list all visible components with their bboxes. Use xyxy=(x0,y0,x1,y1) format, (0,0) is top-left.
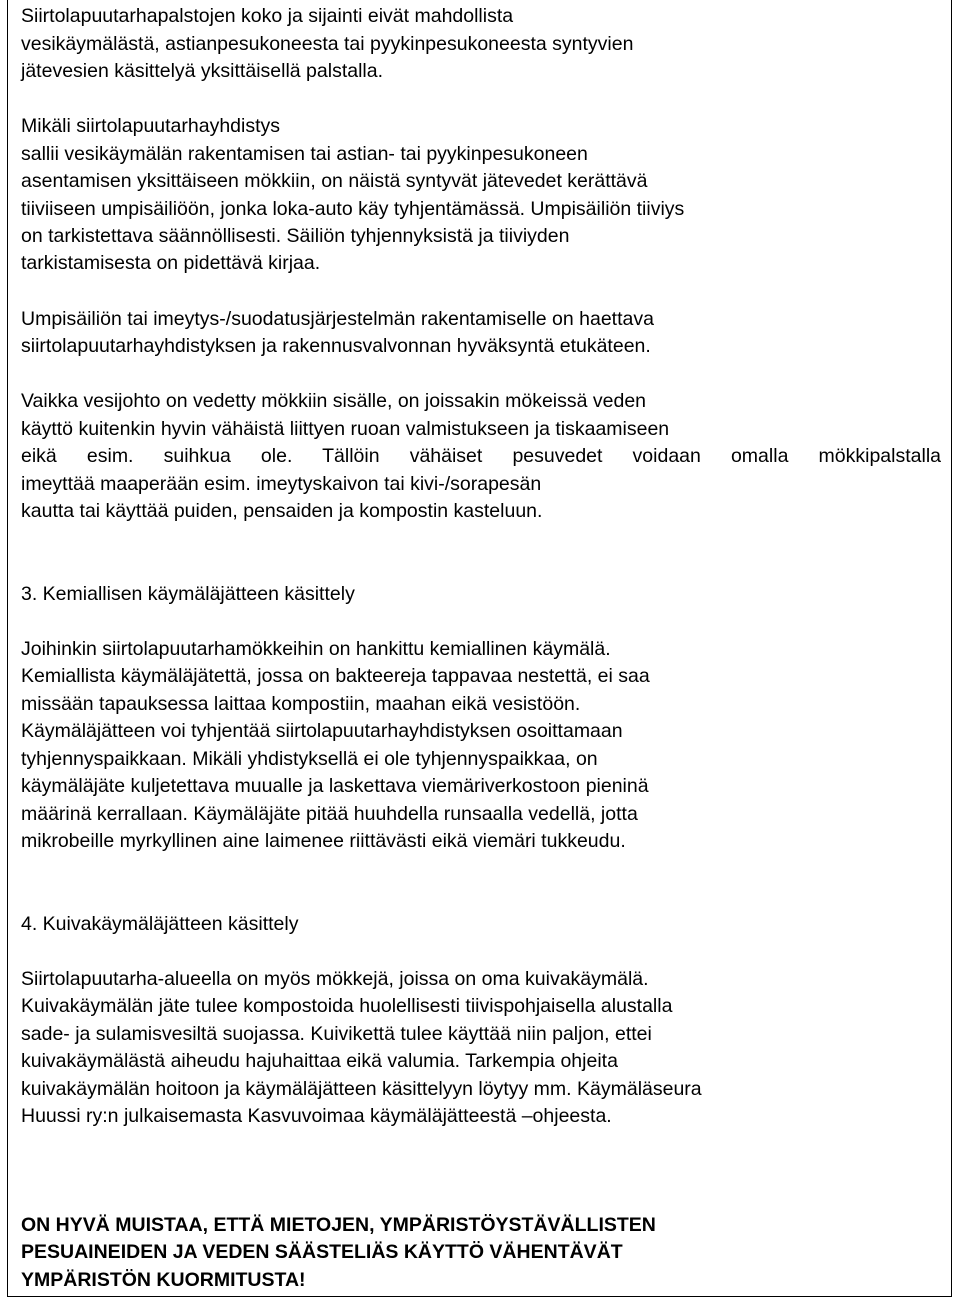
greywater-line: eikä esim. suihkua ole. Tällöin vähäiset pesuvedet voidaan omalla mökkipalstalla xyxy=(21,445,941,467)
section-4-line: Kuivakäymälän jäte tulee kompostoida huolellisesti tiivispohjaisella alustalla xyxy=(21,995,673,1017)
section-4-line: sade- ja sulamisvesiltä suojassa. Kuivikettä tulee käyttää niin paljon, ettei xyxy=(21,1023,652,1045)
intro-line: Siirtolapuutarhapalstojen koko ja sijainti eivät mahdollista xyxy=(21,5,514,27)
section-3-line: Joihinkin siirtolapuutarhamökkeihin on hankittu kemiallinen käymälä. xyxy=(21,638,611,660)
section-3-line: Käymäläjätteen voi tyhjentää siirtolapuutarhayhdistyksen osoittamaan xyxy=(21,720,623,742)
section-4-line: kuivakäymälästä aiheudu hajuhaittaa eikä valumia. Tarkempia ohjeita xyxy=(21,1050,618,1072)
sealed-tank-line: sallii vesikäymälän rakentamisen tai astian- tai pyykinpesukoneen xyxy=(21,143,588,165)
section-3-line: määrinä kerrallaan. Käymäläjäte pitää huuhdella runsaalla vedellä, jotta xyxy=(21,803,638,825)
section-4-line: kuivakäymälän hoitoon ja käymäläjätteen käsittelyyn löytyy mm. Käymäläseura xyxy=(21,1078,702,1100)
greywater-line: Vaikka vesijohto on vedetty mökkiin sisälle, on joissakin mökeissä veden xyxy=(21,390,647,412)
reminder-line: ON HYVÄ MUISTAA, ETTÄ MIETOJEN, YMPÄRISTÖYSTÄVÄLLISTEN xyxy=(21,1214,656,1236)
reminder-line: YMPÄRISTÖN KUORMITUSTA! xyxy=(21,1269,306,1291)
section-3-line: mikrobeille myrkyllinen aine laimenee riittävästi eikä viemäri tukkeudu. xyxy=(21,830,626,852)
greywater-line: imeyttää maaperään esim. imeytyskaivon tai kivi-/sorapesän xyxy=(21,473,542,495)
sealed-tank-line: Mikäli siirtolapuutarhayhdistys xyxy=(21,115,281,137)
intro-line: vesikäymälästä, astianpesukoneesta tai pyykinpesukoneesta syntyvien xyxy=(21,33,634,55)
sealed-tank-line: tarkistamisesta on pidettävä kirjaa. xyxy=(21,252,321,274)
sealed-tank-line: on tarkistettava säännöllisesti. Säiliön tyhjennyksistä ja tiiviyden xyxy=(21,225,570,247)
sealed-tank-line: asentamisen yksittäiseen mökkiin, on näistä syntyvät jätevedet kerättävä xyxy=(21,170,648,192)
section-3-heading: 3. Kemiallisen käymäläjätteen käsittely xyxy=(21,583,355,605)
sealed-tank-line: tiiviiseen umpisäiliöön, jonka loka-auto käy tyhjentämässä. Umpisäiliön tiiviys xyxy=(21,198,685,220)
section-3-line: tyhjennyspaikkaan. Mikäli yhdistyksellä ei ole tyhjennyspaikkaa, on xyxy=(21,748,598,770)
section-3-line: Kemiallista käymäläjätettä, jossa on bakteereja tappavaa nestettä, ei saa xyxy=(21,665,650,687)
permit-line: siirtolapuutarhayhdistyksen ja rakennusvalvonnan hyväksyntä etukäteen. xyxy=(21,335,651,357)
section-3-line: missään tapauksessa laittaa kompostiin, maahan eikä vesistöön. xyxy=(21,693,581,715)
section-4-line: Huussi ry:n julkaisemasta Kasvuvoimaa käymäläjätteestä –ohjeesta. xyxy=(21,1105,612,1127)
intro-line: jätevesien käsittelyä yksittäisellä palstalla. xyxy=(21,60,384,82)
permit-line: Umpisäiliön tai imeytys-/suodatusjärjestelmän rakentamiselle on haettava xyxy=(21,308,654,330)
greywater-line: kautta tai käyttää puiden, pensaiden ja kompostin kasteluun. xyxy=(21,500,543,522)
reminder-line: PESUAINEIDEN JA VEDEN SÄÄSTELIÄS KÄYTTÖ VÄHENTÄVÄT xyxy=(21,1241,623,1263)
section-4-heading: 4. Kuivakäymäläjätteen käsittely xyxy=(21,913,299,935)
greywater-line: käyttö kuitenkin hyvin vähäistä liittyen ruoan valmistukseen ja tiskaamiseen xyxy=(21,418,670,440)
section-3-line: käymäläjäte kuljetettava muualle ja laskettava viemäriverkostoon pieninä xyxy=(21,775,649,797)
section-4-line: Siirtolapuutarha-alueella on myös mökkejä, joissa on oma kuivakäymälä. xyxy=(21,968,649,990)
